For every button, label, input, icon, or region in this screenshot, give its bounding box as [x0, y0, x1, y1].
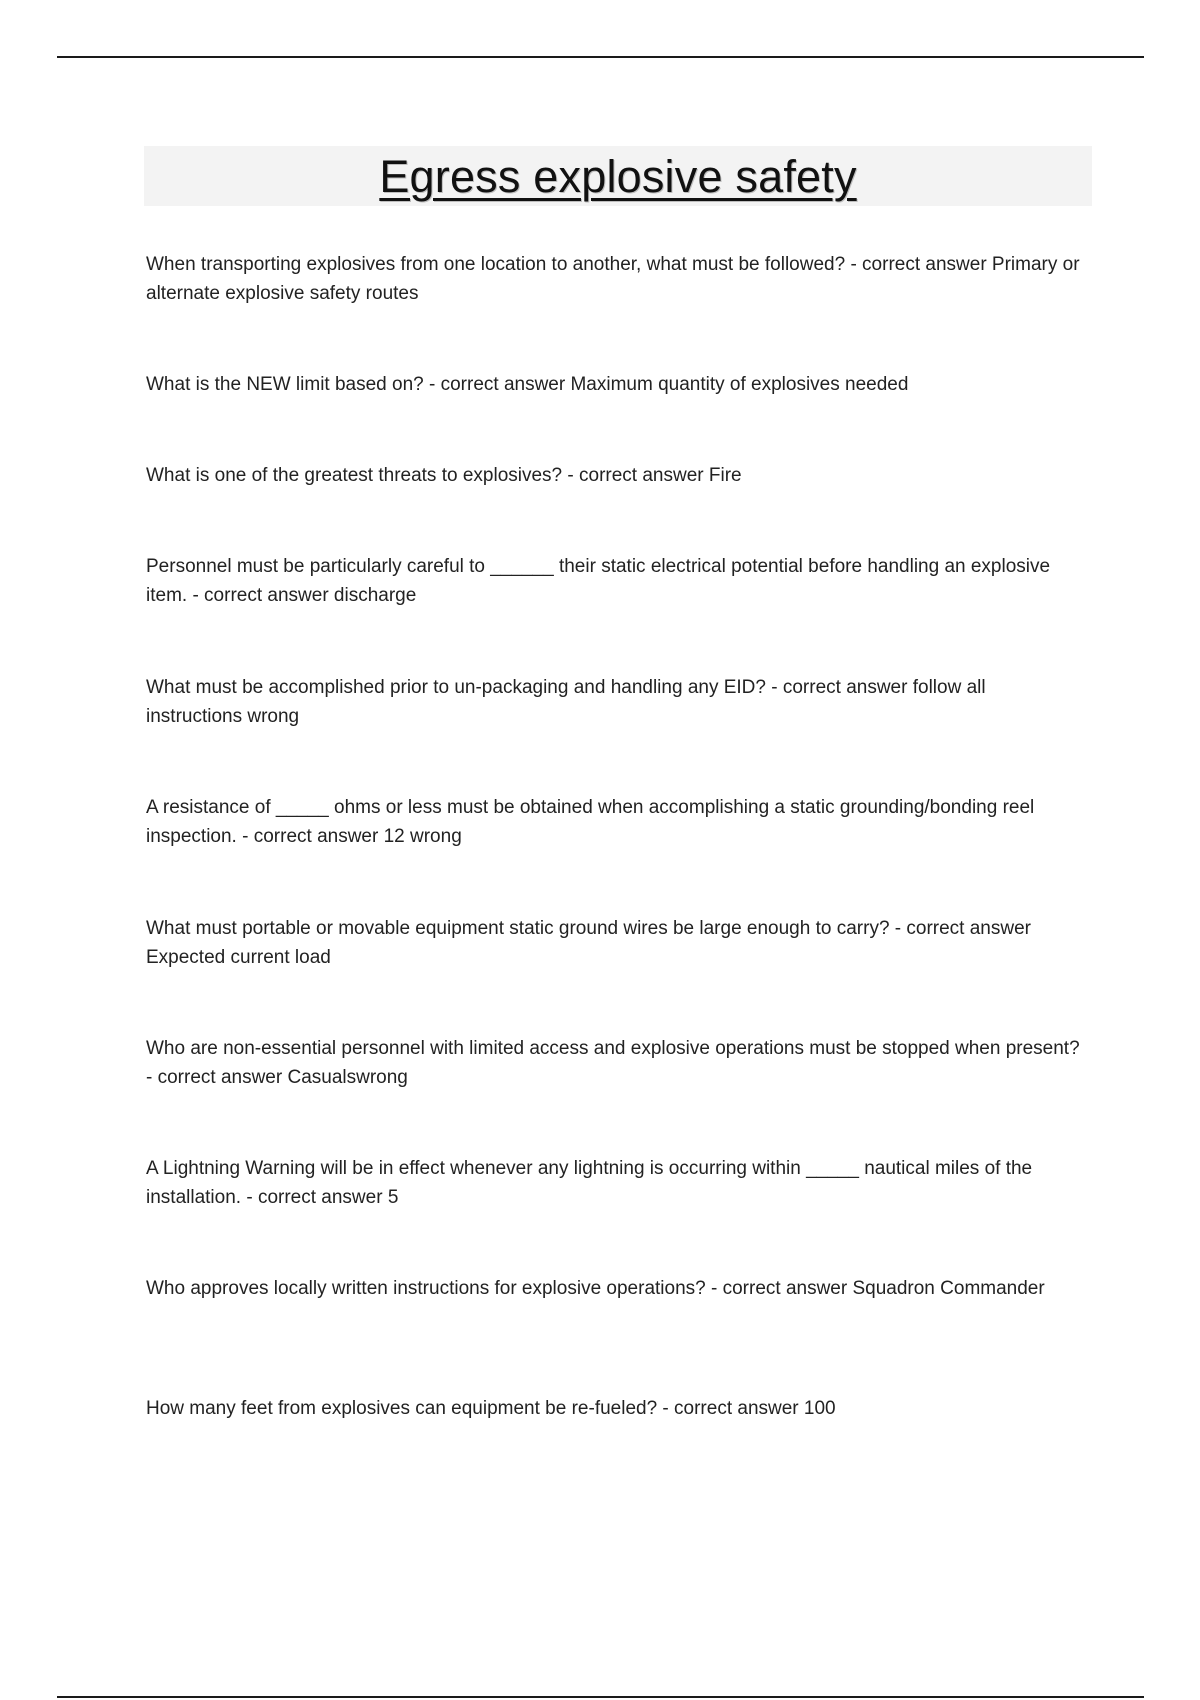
top-rule — [57, 56, 1144, 58]
qa-item-11: How many feet from explosives can equipment be re-fueled? - correct answer 100 — [146, 1398, 836, 1419]
qa-item-9: A Lightning Warning will be in effect whenever any lightning is occurring within _____ nautical miles of the installation. - correct answer 5 — [146, 1158, 1033, 1208]
qa-item-4: Personnel must be particularly careful to ______ their static electrical potential before handling an explosive item. - correct answer discharge — [146, 556, 1051, 606]
qa-item-3: What is one of the greatest threats to explosives? - correct answer Fire — [146, 465, 742, 486]
bottom-rule — [57, 1696, 1144, 1698]
qa-item-6: A resistance of _____ ohms or less must be obtained when accomplishing a static grounding/bonding reel inspection. - correct answer 12 wrong — [146, 797, 1035, 847]
title-band — [144, 146, 1092, 206]
qa-item-5: What must be accomplished prior to un-packaging and handling any EID? - correct answer follow all instructions wrong — [146, 677, 986, 727]
qa-item-10: Who approves locally written instructions for explosive operations? - correct answer Squadron Commander — [146, 1278, 1045, 1299]
qa-item-7: What must portable or movable equipment static ground wires be large enough to carry? - correct answer Expected current load — [146, 918, 1031, 968]
qa-item-1: When transporting explosives from one location to another, what must be followed? - correct answer Primary or alternate explosive safety routes — [146, 254, 1080, 304]
qa-item-8: Who are non-essential personnel with limited access and explosive operations must be stopped when present? - correct answer Casualswrong — [146, 1038, 1080, 1088]
qa-item-2: What is the NEW limit based on? - correct answer Maximum quantity of explosives needed — [146, 374, 909, 395]
page-title: Egress explosive safety — [379, 150, 857, 202]
